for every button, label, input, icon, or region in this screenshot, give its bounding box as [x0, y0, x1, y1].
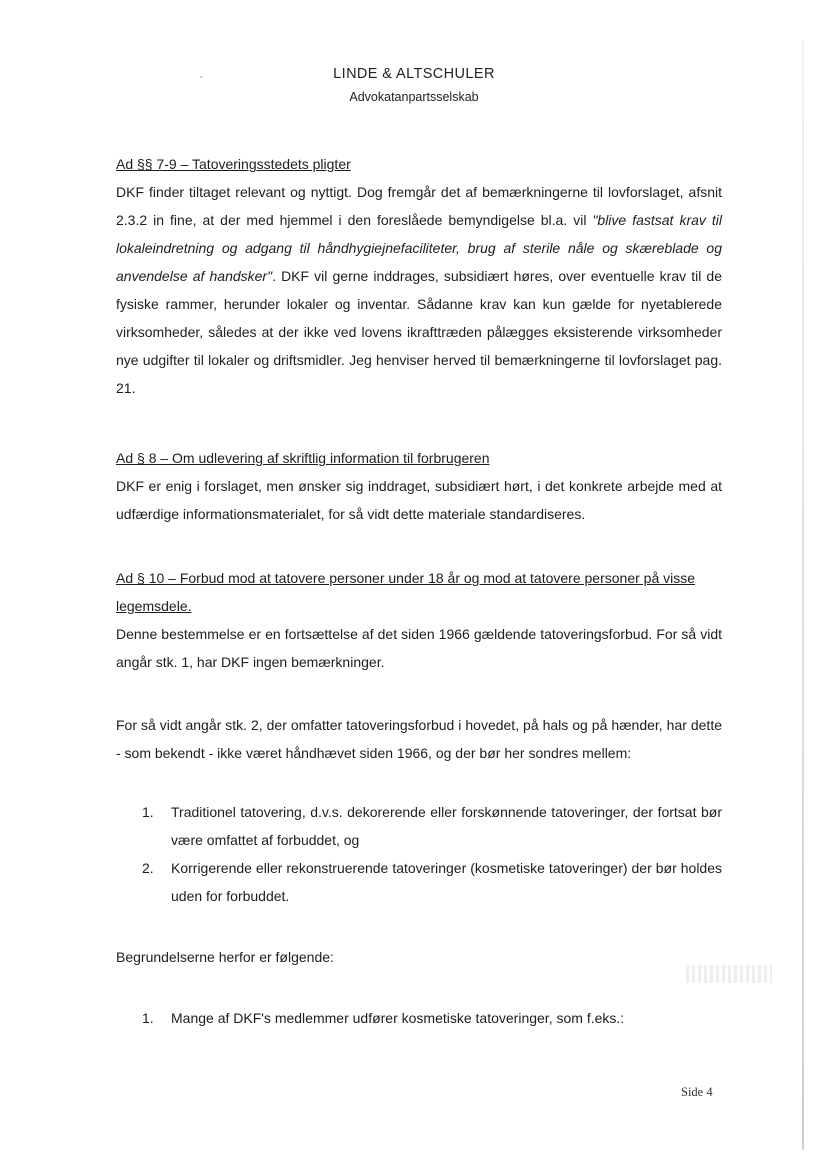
scan-edge-shadow: [802, 40, 804, 1150]
list-item: [142, 798, 722, 854]
reasons-list: [142, 1004, 722, 1032]
reasons-intro-block: [116, 943, 722, 971]
list-item-text: Korrigerende eller rekonstruerende tatoveringer (kosmetiske tatoveringer) der bør holdes uden for forbuddet.: [171, 860, 722, 904]
list-item: [142, 1004, 722, 1032]
section-1-paragraph: [116, 178, 722, 402]
section-2: [116, 444, 722, 528]
page-number: Side 4: [681, 1085, 713, 1099]
section-2-heading: Ad § 8 – Om udlevering af skriftlig information til forbrugeren: [116, 450, 490, 466]
section-3b: [116, 711, 722, 767]
list-item-text: Mange af DKF's medlemmer udfører kosmetiske tatoveringer, som f.eks.:: [171, 1010, 625, 1026]
section-2-paragraph: DKF er enig i forslaget, men ønsker sig inddraget, subsidiært hørt, i det konkrete arbejde med at udfærdige informationsmaterialet, for så vidt dette materiale standardiseres.: [116, 478, 722, 522]
list-item-number: 1.: [142, 804, 154, 820]
list-item-number: 2.: [142, 860, 154, 876]
section-3-paragraph-1: Denne bestemmelse er en fortsættelse af det siden 1966 gældende tatoveringsforbud. For så vidt angår stk. 1, har DKF ingen bemærkninger.: [116, 626, 722, 670]
firm-subtitle: Advokatanpartsselskab: [349, 90, 479, 104]
section-1-heading: Ad §§ 7-9 – Tatoveringsstedets pligter: [116, 156, 351, 172]
reasons-intro: Begrundelserne herfor er følgende:: [116, 949, 334, 965]
section-3-paragraph-2: For så vidt angår stk. 2, der omfatter tatoveringsforbud i hovedet, på hals og på hænder, har dette - som bekendt - ikke været håndhævet siden 1966, og der bør her sondres mellem:: [116, 717, 722, 761]
section-1-text-b: . DKF vil gerne inddrages, subsidiært høres, over eventuelle krav til de fysiske rammer, herunder lokaler og inventar. Sådanne krav kan kun gælde for nyetablerede virksomheder, således at der ikke ved lovens ikrafttræden pålægges eksisterende virksomheder nye udgifter til lokaler og driftsmidler. Jeg henviser herved til bemærkningerne til lovforslaget pag. 21.: [116, 268, 723, 396]
list-item-text: Traditionel tatovering, d.v.s. dekorerende eller forskønnende tatoveringer, der fortsat bør være omfattet af forbuddet, og: [171, 804, 722, 848]
list-item: [142, 854, 722, 910]
letterhead: [0, 66, 828, 104]
distinction-list: [142, 798, 722, 910]
section-1-text-a: DKF finder tiltaget relevant og nyttigt. Dog fremgår det af bemærkningerne til lovforslaget, afsnit 2.3.2 in fine, at der med hjemmel i den foreslåede bemyndigelse bl.a. vil: [116, 184, 722, 228]
section-1-quote: "blive fastsat krav til lokaleindretning og adgang til håndhygiejnefaciliteter, brug af sterile nåle og skæreblade og anvendelse af handsker": [116, 212, 722, 284]
firm-name: LINDE & ALTSCHULER: [333, 66, 495, 82]
section-3-heading: Ad § 10 – Forbud mod at tatovere personer under 18 år og mod at tatovere personer på visse legemsdele.: [116, 570, 696, 614]
section-1: [116, 150, 722, 402]
list-item-number: 1.: [142, 1010, 154, 1026]
section-3: [116, 564, 722, 676]
